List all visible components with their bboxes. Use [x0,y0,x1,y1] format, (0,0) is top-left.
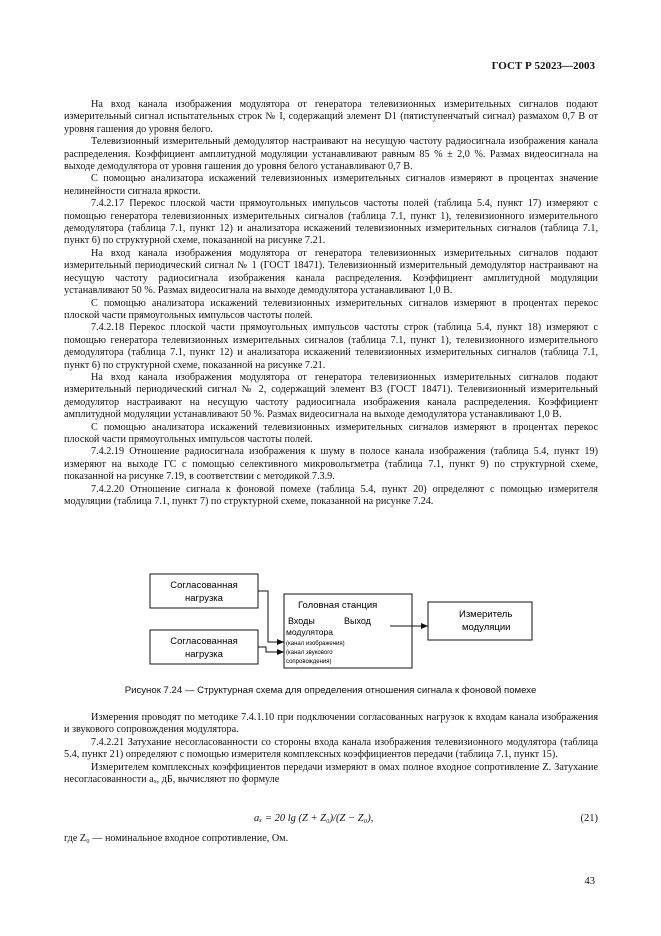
station-title: Головная станция [298,600,378,611]
body-text-1 [64,99,598,508]
body-text-2 [64,712,598,786]
paragraph: С помощью анализатора искажений телевизионных измерительных сигналов измеряют в процентах перекос плоской части прямоугольных импульсов частоты полей. [64,297,598,321]
document-code: ГОСТ Р 52023—2003 [491,60,595,72]
modulator-label: модулятора [286,627,333,637]
channel-image-label: (канал изображения) [286,641,345,647]
meter-box [428,602,532,640]
figure-caption: Рисунок 7.24 — Структурная схема для определения отношения сигнала к фоновой помехе [124,685,537,696]
connector-load1 [258,591,284,642]
paragraph: С помощью анализатора искажений телевизионных измерительных сигналов измеряют в процентах значение нелинейности сигнала яркости. [64,173,598,197]
paragraph: 7.4.2.19 Отношение радиосигнала изображения к шуму в полосе канала изображения (таблица 5.4, пункт 19) измеряют на выходе ГС с помощью селективного микровольтметра (таблица 7.1, пункт 9) по структурной схеме, показанной на рисунке 7.19, в соответствии с методикой 7.3.9. [64,446,598,483]
paragraph: 7.4.2.20 Отношение сигнала к фоновой помехе (таблица 5.4, пункт 20) определяют с помощью измерителя модуляции (таблица 7.1, пункт 7) по структурной схеме, показанной на рисунке 7.24. [64,483,598,507]
meter-line2: модуляции [462,622,511,633]
meter-line1: Измеритель [459,609,513,620]
load1-line2: нагрузка [185,593,223,604]
paragraph: Телевизионный измерительный демодулятор настраивают на несущую частоту радиосигнала изображения канала распределения. Коэффициент амплитудной модуляции устанавливают равным 85 % ± 2,0 %. Размах видеосигнала на выходе демодулятора от уровня гашения до уровня белого устанавливают 0,7 В. [64,136,598,173]
load1-line1: Согласованная [170,580,238,591]
channel-sound-line2: сопровождения) [286,659,332,665]
block-diagram [64,566,598,676]
paragraph: Измерителем комплексных коэффициентов передачи измеряют в омах полное входное сопротивление Z. Затухание несогласованности aₓ, дБ, вычисляют по формуле [64,761,598,786]
paragraph: 7.4.2.18 Перекос плоской части прямоугольных импульсов частоты строк (таблица 5.4, пункт 18) измеряют с помощью генератора телевизионных измерительных сигналов (таблица 7.1, пункт 1), телевизионного измерительного демодулятора (таблица 7.1, пункт 12) и анализатора искажений телевизионных измерительных сигналов (таблица 7.1, пункт 6) по структурной схеме, показанной на рисунке 7.21. [64,322,598,371]
paragraph: Измерения проводят по методике 7.4.1.10 при подключении согласованных нагрузок к входам канала изображения и звукового сопровождения модулятора. [64,712,598,736]
output-label: Выход [344,616,371,626]
arrow-load2 [277,649,284,655]
load2-line2: нагрузка [185,649,223,660]
paragraph: На вход канала изображения модулятора от генератора телевизионных измерительных сигналов подают измерительный периодический сигнал № 2, содержащий элемент B3 (ГОСТ 18471). Телевизионный измерительный демодулятор настраивают на несущую частоту радиосигнала изображения канала распределения. Коэффициент амплитудной модуляции устанавливают 50 %. Размах видеосигнала на выходе демодулятора устанавливают 1,0 В. [64,371,598,421]
formula-where: где Z₀ — номинальное входное сопротивление, Ом. [64,833,289,844]
channel-sound-line1: (канал звукового [286,650,333,656]
load2-line1: Согласованная [170,636,238,647]
formula-number: (21) [580,813,598,824]
paragraph: 7.4.2.17 Перекос плоской части прямоугольных импульсов частоты полей (таблица 5.4, пункт 17) измеряют с помощью генератора телевизионных измерительных сигналов (таблица 7.1, пункт 1), телевизионного измерительного демодулятора (таблица 7.1, пункт 12) и анализатора искажений телевизионных измерительных сигналов (таблица 7.1, пункт 6) по структурной схеме, показанной на рисунке 7.21. [64,198,598,247]
page-number: 43 [584,876,595,887]
paragraph: На вход канала изображения модулятора от генератора телевизионных измерительных сигналов подают измерительный сигнал испытательных строк № I, содержащий элемент D1 (пятиступенчатый сигнал) размахом 0,7 В от уровня гашения до уровня белого. [64,99,598,135]
arrow-load1 [277,639,284,645]
formula-expression: aₓ = 20 lg (Z + Z₀)/(Z − Z₀), [254,813,374,824]
paragraph: С помощью анализатора искажений телевизионных измерительных сигналов измеряют в процентах перекос плоской части прямоугольных импульсов частоты полей. [64,421,598,445]
arrow-output [421,623,428,629]
paragraph: На вход канала изображения модулятора от генератора телевизионных измерительных сигналов подают измерительный периодический сигнал № 1 (ГОСТ 18471). Телевизионный измерительный демодулятор настраивают на несущую частоту радиосигнала изображения канала распределения. Коэффициент амплитудной модуляции устанавливают 50 %. Размах видеосигнала на выходе демодулятора устанавливают 1,0 В. [64,247,598,297]
inputs-label: Входы [288,616,315,626]
paragraph: 7.4.2.21 Затухание несогласованности со стороны входа канала изображения телевизионного модулятора (таблица 5.4, пункт 21) определяют с помощью измерителя комплексных коэффициентов передачи (таблица 7.1, пункт 15). [64,736,598,761]
